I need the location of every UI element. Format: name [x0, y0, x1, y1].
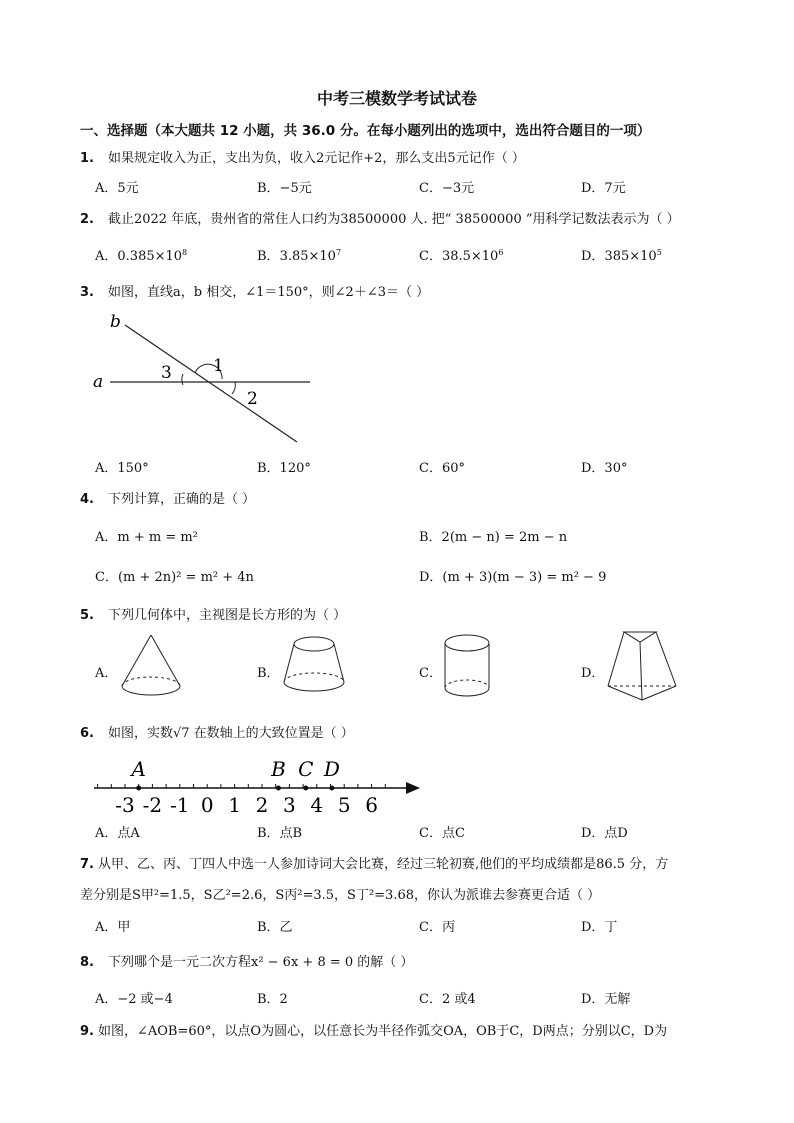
option-a[interactable]: A．−2 或−4: [95, 992, 173, 1007]
tick-label: -3: [115, 793, 135, 817]
question-5: [80, 604, 346, 623]
option-d[interactable]: D．(m + 3)(m − 3) = m² − 9: [419, 570, 607, 585]
angle-2-arc: [232, 382, 235, 394]
question-text: 截止2022 年底，贵州省的常住人口约为38500000 人. 把“ 38500000 ”用科学记数法表示为（ ）: [107, 212, 680, 227]
label-angle-2: 2: [247, 389, 258, 409]
option-c[interactable]: C．−3元: [419, 181, 475, 196]
option-a[interactable]: A．m + m = m²: [95, 530, 198, 545]
option-a[interactable]: A．: [95, 666, 118, 681]
question-4: [80, 488, 255, 507]
cylinder-icon: [442, 632, 496, 702]
option-a[interactable]: A．150°: [95, 461, 149, 476]
label-a: a: [93, 372, 104, 392]
option-d[interactable]: D．7元: [581, 181, 626, 196]
frustum-icon: [280, 632, 348, 698]
point-a: [136, 786, 141, 791]
option-d[interactable]: D．无解: [581, 992, 631, 1007]
question-text: 下列几何体中，主视图是长方形的为（ ）: [107, 608, 347, 623]
option-b[interactable]: B．$3.85\times 10^7$: [257, 248, 342, 264]
tick-label: 4: [310, 793, 324, 817]
option-b[interactable]: B．−5元: [257, 181, 312, 196]
question-number: 7.: [80, 857, 94, 872]
point-label: D: [323, 757, 340, 781]
question-number: 4.: [80, 492, 94, 507]
option-d[interactable]: D．丁: [581, 920, 618, 935]
tick-label: 1: [228, 793, 241, 817]
question-7-line-2: 差分别是S甲²=1.5，S乙²=2.6，S丙²=3.5，S丁²=3.68，你认为派谁去参赛更合适（ ）: [80, 888, 601, 903]
tick-label: 2: [255, 793, 269, 817]
tick-label: 3: [283, 793, 296, 817]
question-text: 如图，∠AOB=60°，以点O为圆心，以任意长为半径作弧交OA，OB于C，D两点；分别以C，D为: [97, 1024, 668, 1039]
tick-label: 5: [337, 793, 351, 817]
option-b[interactable]: B．: [257, 666, 280, 681]
option-b[interactable]: B．2(m − n) = 2m − n: [419, 530, 568, 545]
option-b[interactable]: B．120°: [257, 461, 311, 476]
question-number: 5.: [80, 608, 94, 623]
label-angle-3: 3: [161, 363, 172, 383]
tick-label: -2: [142, 793, 163, 817]
question-3: [80, 281, 429, 300]
arrow-icon: [406, 782, 420, 794]
question-1: [80, 147, 525, 166]
page-title: 中考三模数学考试试卷: [316, 89, 477, 108]
question-8: [80, 951, 413, 970]
option-b[interactable]: B．点B: [257, 826, 303, 841]
point-label: A: [131, 757, 146, 781]
question-number: 6.: [80, 726, 94, 741]
option-d[interactable]: D．$385\times 10^5$: [581, 248, 662, 264]
option-a[interactable]: A．$0.385\times 10^8$: [95, 248, 188, 264]
triangular-prism-icon: [604, 626, 680, 706]
option-b[interactable]: B．乙: [257, 920, 293, 935]
option-b[interactable]: B．2: [257, 992, 288, 1007]
question-number: 3.: [80, 285, 94, 300]
question-text: 如果规定收入为正，支出为负，收入2元记作+2，那么支出5元记作（ ）: [107, 151, 525, 166]
point-b: [276, 786, 281, 791]
intersecting-lines-figure: [85, 305, 325, 450]
angle-3-arc: [182, 374, 183, 385]
question-6: [80, 722, 354, 741]
point-label: B: [271, 757, 286, 781]
option-c[interactable]: C．丙: [419, 920, 455, 935]
option-a[interactable]: A．甲: [95, 920, 131, 935]
option-c[interactable]: C．2 或4: [419, 992, 476, 1007]
option-c[interactable]: C．$38.5\times 10^6$: [419, 248, 504, 264]
option-d[interactable]: D．30°: [581, 461, 628, 476]
point-d: [329, 786, 334, 791]
question-text: 从甲、乙、丙、丁四人中选一人参加诗词大会比赛，经过三轮初赛,他们的平均成绩都是86.5 分，方: [97, 857, 669, 872]
option-c[interactable]: C．60°: [419, 461, 465, 476]
question-text: 下列计算，正确的是（ ）: [107, 492, 256, 507]
cone-icon: [118, 632, 184, 698]
question-7: [80, 853, 668, 872]
question-2: [80, 208, 680, 227]
tick-label: -1: [170, 793, 190, 817]
tick-label: 0: [200, 793, 214, 817]
option-d[interactable]: D．点D: [581, 826, 628, 841]
option-c[interactable]: C．点C: [419, 826, 465, 841]
question-text: 如图，直线a，b 相交，∠1＝150°，则∠2＋∠3＝（ ）: [107, 285, 430, 300]
question-text: 如图，实数√7 在数轴上的大致位置是（ ）: [107, 726, 354, 741]
option-a[interactable]: A．5元: [95, 181, 139, 196]
label-angle-1: 1: [213, 356, 224, 376]
number-line-figure: [88, 748, 428, 820]
point-c: [303, 786, 308, 791]
point-label: C: [298, 757, 314, 781]
option-c[interactable]: C．: [419, 666, 442, 681]
option-c[interactable]: C．(m + 2n)² = m² + 4n: [95, 570, 254, 585]
question-number: 8.: [80, 955, 94, 970]
line-b: [125, 325, 297, 442]
tick-labels: [115, 793, 378, 817]
question-number: 2.: [80, 212, 94, 227]
question-number: 1.: [80, 151, 94, 166]
question-number: 9.: [80, 1024, 94, 1039]
tick-label: 6: [365, 793, 378, 817]
question-9: [80, 1020, 667, 1039]
section-heading: 一、选择题（本大题共 12 小题，共 36.0 分。在每小题列出的选项中，选出符合题目的一项）: [80, 123, 651, 139]
option-a[interactable]: A．点A: [95, 826, 140, 841]
option-d[interactable]: D．: [581, 666, 605, 681]
question-text: 下列哪个是一元二次方程x² − 6x + 8 = 0 的解（ ）: [107, 955, 414, 970]
label-b: b: [110, 312, 121, 332]
